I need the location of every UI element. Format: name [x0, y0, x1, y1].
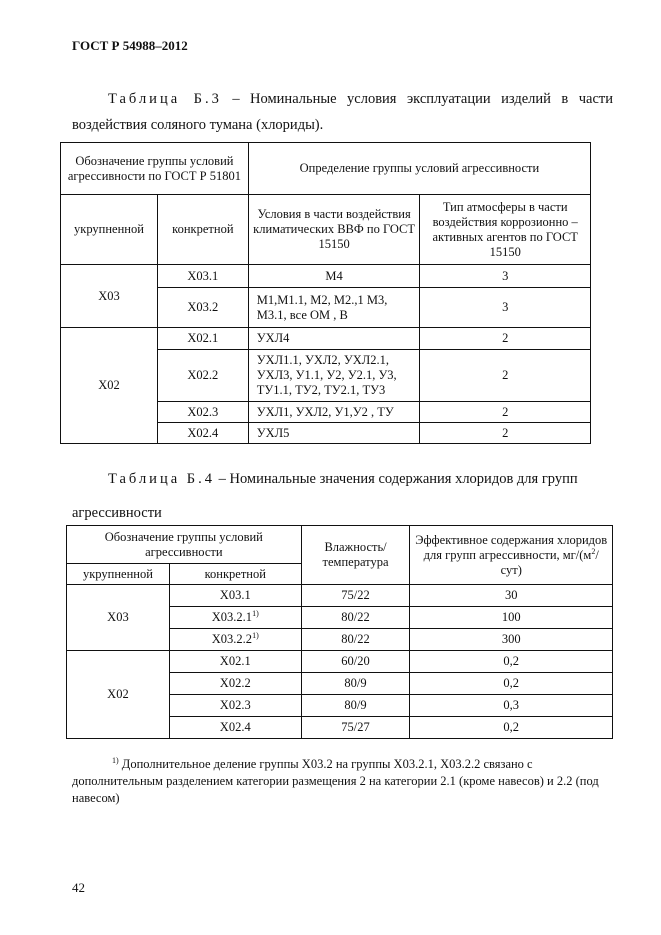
table-row [67, 651, 613, 673]
t3-atmosphere-cell: 2 [420, 423, 591, 444]
page-number: 42 [72, 880, 85, 895]
table-3-head [61, 143, 591, 265]
t4-humidity-cell: 75/27 [301, 717, 410, 739]
table-3-caption-line2: воздействия соляного тумана (хлориды). [72, 117, 324, 133]
t4-humidity-cell: 80/9 [301, 673, 410, 695]
t3-atmosphere-cell: 2 [420, 402, 591, 423]
t4-head-chloride-content: Эффективное содержания хлоридов для групп агрессивности, $мг/(м^2/сут)$ [410, 526, 613, 585]
t4-specific-cell: Х02.4 [169, 717, 301, 739]
t3-head-enlarged: укрупненной [61, 195, 158, 265]
t4-chloride-cell: 0,2 [410, 673, 613, 695]
t3-conditions-cell: УХЛ1, УХЛ2, У1,У2 , ТУ [248, 402, 420, 423]
t3-atmosphere-cell: 2 [420, 328, 591, 350]
t4-chloride-cell: 0,2 [410, 717, 613, 739]
table-4-body [67, 585, 613, 739]
t3-head-climatic-conditions: Условия в части воздействия климатических ВВФ по ГОСТ 15150 [248, 195, 420, 265]
t4-humidity-cell: 80/22 [301, 607, 410, 629]
t4-chloride-cell: 30 [410, 585, 613, 607]
t3-head-group-designation: Обозначение группы условий агрессивности по ГОСТ Р 51801 [61, 143, 249, 195]
table-row [67, 585, 613, 607]
table-3-caption-line1: – Номинальные условия эксплуатации изделий в части [221, 91, 613, 107]
t3-conditions-cell: М4 [248, 265, 420, 288]
t3-specific-cell: Х02.4 [157, 423, 248, 444]
footnote-text: Дополнительное деление группы Х03.2 на группы Х03.2.1, Х03.2.2 связано с дополнительным разделением категории размещения 2 на категории 2.1 (кроме навесов) и 2.2 (под навесом) [72, 757, 599, 805]
t4-humidity-cell: 75/22 [301, 585, 410, 607]
t3-head-specific: конкретной [157, 195, 248, 265]
table-4-caption-line1: – Номинальные значения содержания хлоридов для групп [214, 471, 578, 487]
t3-specific-cell: Х02.3 [157, 402, 248, 423]
table-row [61, 328, 591, 350]
table-3-caption [72, 86, 613, 138]
t4-specific-cell: Х03.1 [169, 585, 301, 607]
t4-enlarged-cell: Х02 [67, 651, 170, 739]
t3-conditions-cell: УХЛ4 [248, 328, 420, 350]
t3-conditions-cell: УХЛ1.1, УХЛ2, УХЛ2.1, УХЛ3, У1.1, У2, У2.1, У3, ТУ1.1, ТУ2, ТУ2.1, ТУ3 [248, 350, 420, 402]
t3-atmosphere-cell: 3 [420, 288, 591, 328]
t4-specific-cell: Х02.3 [169, 695, 301, 717]
table-4 [66, 525, 613, 739]
t4-specific-cell: Х02.2 [169, 673, 301, 695]
t4-head-specific: конкретной [169, 564, 301, 585]
footnote-marker: 1) [112, 755, 119, 765]
t4-chloride-cell: 300 [410, 629, 613, 651]
t3-specific-cell: Х02.2 [157, 350, 248, 402]
t3-head-group-definition: Определение группы условий агрессивности [248, 143, 590, 195]
table-3 [60, 142, 591, 444]
t4-humidity-cell: 80/22 [301, 629, 410, 651]
table-4-head [67, 526, 613, 585]
t3-conditions-cell: М1,М1.1, М2, М2.,1 М3, М3.1, все ОМ , В [248, 288, 420, 328]
t4-chloride-cell: 0,2 [410, 651, 613, 673]
t3-enlarged-cell: Х03 [61, 265, 158, 328]
t4-enlarged-cell: Х03 [67, 585, 170, 651]
t4-chloride-cell: 100 [410, 607, 613, 629]
t4-humidity-cell: 80/9 [301, 695, 410, 717]
t4-head-enlarged: укрупненной [67, 564, 170, 585]
table-row [61, 265, 591, 288]
t3-enlarged-cell: Х02 [61, 328, 158, 444]
table-3-body [61, 265, 591, 444]
t4-specific-cell: Х02.1 [169, 651, 301, 673]
t4-specific-cell: Х03.2.2$^{1)}$ [169, 629, 301, 651]
table-4-caption [72, 466, 613, 526]
table-4-label: Таблица Б.4 [108, 471, 215, 487]
table-4-caption-line2: агрессивности [72, 505, 162, 521]
t3-atmosphere-cell: 3 [420, 265, 591, 288]
document-header: ГОСТ Р 54988–2012 [72, 38, 188, 53]
t4-chloride-cell: 0,3 [410, 695, 613, 717]
t3-conditions-cell: УХЛ5 [248, 423, 420, 444]
table-3-label: Таблица Б.3 [108, 91, 222, 107]
t3-atmosphere-cell: 2 [420, 350, 591, 402]
t4-head-group-designation: Обозначение группы условий агрессивности [67, 526, 302, 564]
t4-humidity-cell: 60/20 [301, 651, 410, 673]
t3-specific-cell: Х02.1 [157, 328, 248, 350]
footnote [72, 756, 613, 807]
t4-head-humidity-temp: Влажность/ температура [301, 526, 410, 585]
t3-head-atmosphere-type: Тип атмосферы в части воздействия коррозионно – активных агентов по ГОСТ 15150 [420, 195, 591, 265]
t3-specific-cell: Х03.1 [157, 265, 248, 288]
t4-specific-cell: Х03.2.1$^{1)}$ [169, 607, 301, 629]
t3-specific-cell: Х03.2 [157, 288, 248, 328]
